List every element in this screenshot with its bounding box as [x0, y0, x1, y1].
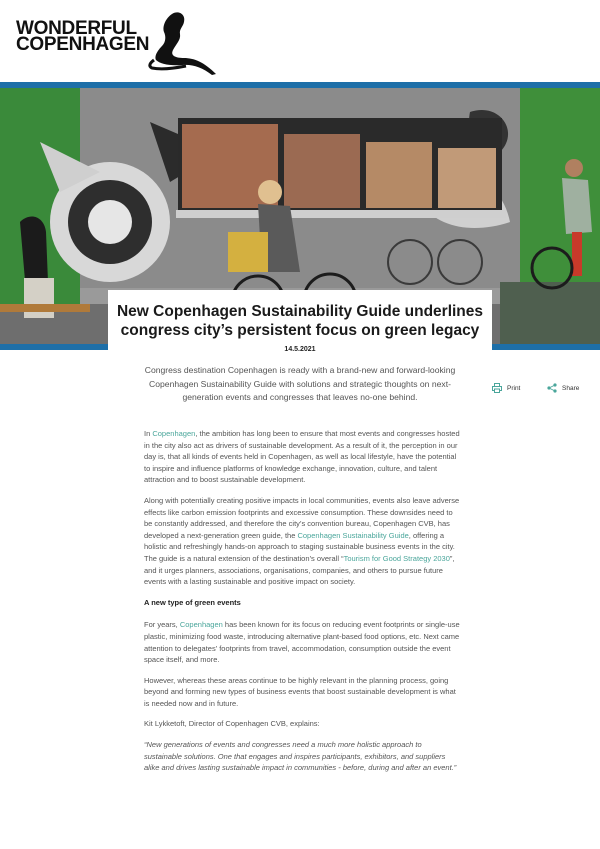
copenhagen-link[interactable]: Copenhagen [152, 429, 196, 438]
paragraph-1 [144, 428, 461, 486]
quote: “New generations of events and congresses need a much more holistic approach to sustainable solutions. One that engages and inspires participants, exhibitors, and suppliers alike and drives lasting sustainable impact in communities - before, during and after an event.” [144, 740, 457, 773]
text: , the ambition has long been to ensure that most events and congresses hosted in the city also act as drivers of sustainable development. As a result of it, the perception in our day is, that all kinds of events held in Copenhagen, as well as local lifestyle, have the potential to inspire and influence platforms of knowledge exchange, innovation, culture, and talent attraction and to boost sustainable development. [144, 429, 460, 485]
share-icon [547, 383, 557, 393]
mermaid-icon [146, 10, 220, 76]
site-logo[interactable] [16, 18, 150, 55]
article-title: New Copenhagen Sustainability Guide underlines congress city’s persistent focus on green legacy [116, 303, 484, 339]
logo-line-1: WONDERFUL [16, 18, 137, 39]
share-button[interactable] [547, 383, 579, 393]
paragraph-2 [144, 495, 461, 588]
article-body [144, 428, 461, 783]
article-intro: Congress destination Copenhagen is ready with a brand-new and forward-looking Copenhagen Sustainability Guide with solutions and strategic thoughts on next-generation events and congresses that leaves no-one behind. [144, 365, 456, 402]
text: Along with potentially creating positive impacts in local communities, events also leave adverse effects like carbon emission footprints and excessive consumption. These downsides need to be constantly addressed, and therefore the city’s convention bureau, Copenhagen CVB, has developed a next-generation green guide, the [144, 495, 460, 540]
copenhagen-link-2[interactable]: Copenhagen [179, 620, 223, 630]
text: For years, [144, 620, 180, 630]
print-label: Print [507, 384, 521, 392]
text: has been known for its focus on reducing event footprints or single-use plastic, minimizing food waste, introducing alternative plant-based food options, etc. Next came attention to delegates’ footprints from travel, accommodation, consumption outside the event space itself, and more. [144, 620, 460, 665]
text: ”, and it urges planners, associations, organisations, companies, and others to pursue future events with a lasting sustainable and positive impact on society. [144, 553, 455, 587]
text: , offering a holistic and refreshingly hands-on approach to staging sustainable business events in the city. The guide is a natural extension of the destination’s overall “ [144, 530, 455, 563]
section-heading: A new type of green events [144, 597, 241, 607]
text: In [144, 429, 153, 438]
article-date: 14.5.2021 [284, 346, 316, 353]
site-header [0, 0, 600, 82]
print-icon [492, 383, 502, 393]
logo-line-2: COPENHAGEN [16, 34, 150, 55]
share-label: Share [562, 384, 580, 392]
tourism-strategy-link[interactable]: Tourism for Good Strategy 2030 [343, 553, 450, 563]
print-button[interactable] [492, 383, 520, 393]
paragraph-4: However, whereas these areas continue to be highly relevant in the planning process, going beyond and forming new types of business events that boost sustainable development is what is needed now and in future. [144, 675, 456, 708]
paragraph-5: Kit Lykketoft, Director of Copenhagen CVB, explains: [144, 719, 320, 729]
paragraph-3 [144, 619, 461, 665]
sustainability-guide-link[interactable]: Copenhagen Sustainability Guide [297, 530, 409, 540]
